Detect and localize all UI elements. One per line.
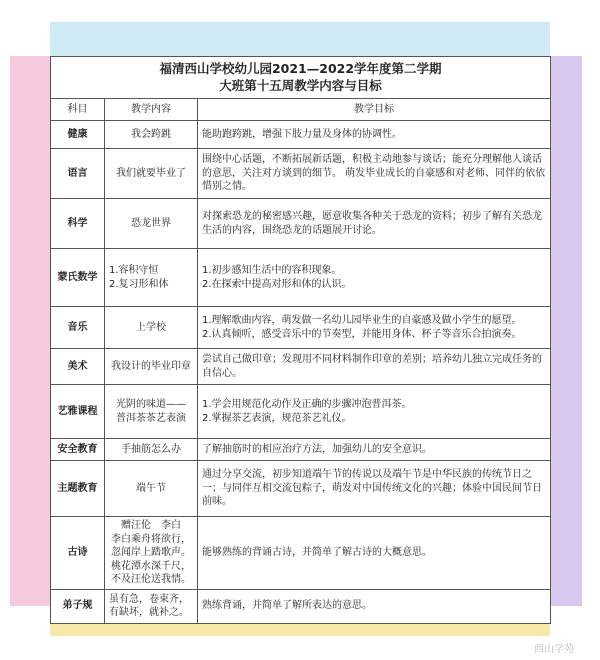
header-subject: 科目: [51, 99, 105, 121]
row-subject: 科学: [51, 199, 105, 249]
row-content: 恐龙世界: [105, 199, 198, 249]
row-goal: 熟练背诵，并简单了解所表达的意思。: [198, 589, 551, 623]
decorative-band-left: [10, 56, 50, 606]
row-goal: 能助跑跨跳，增强下肢力量及身体的协调性。: [198, 121, 551, 149]
table-row: [51, 439, 551, 461]
row-goal: 1.理解歌曲内容，萌发做一名幼儿园毕业生的自豪感及做小学生的愿望。 2.认真倾听，感受音乐中的节奏型，并能用身体、杯子等音乐合拍演奏。: [198, 307, 551, 349]
row-content: 手抽筋怎么办: [105, 439, 198, 461]
row-content: 1.容积守恒 2.复习形和体: [105, 249, 198, 307]
row-goal: 1.初步感知生活中的容积现象。 2.在探索中提高对形和体的认识。: [198, 249, 551, 307]
row-subject: 古诗: [51, 517, 105, 590]
row-subject: 美术: [51, 349, 105, 385]
row-goal: 围绕中心话题，不断拓展新话题，积极主动地参与谈话；能充分理解他人谈话的意思，关注对方谈到的细节。 萌发毕业成长的自豪感和对老师、同伴的依依惜别之情。: [198, 149, 551, 199]
row-goal: 了解抽筋时的相应治疗方法，加强幼儿的安全意识。: [198, 439, 551, 461]
row-content: 我们就要毕业了: [105, 149, 198, 199]
row-goal: 尝试自己做印章；发现用不同材料制作印章的差别；培养幼儿独立完成任务的自信心。: [198, 349, 551, 385]
row-subject: 蒙氏数学: [51, 249, 105, 307]
row-subject: 弟子规: [51, 589, 105, 623]
table-row: [51, 249, 551, 307]
row-content: 我会跨跳: [105, 121, 198, 149]
row-content: 虽有急，卷束齐，有缺坏，就补之。: [105, 589, 198, 623]
row-subject: 音乐: [51, 307, 105, 349]
title-line-1: 福清西山学校幼儿园2021—2022学年度第二学期: [159, 60, 442, 76]
decorative-band-right: [550, 56, 582, 606]
poem-title: 赠汪伦 李白: [121, 520, 181, 531]
table-row: [51, 385, 551, 439]
header-row: [51, 99, 551, 121]
table-row: [51, 149, 551, 199]
table-row: [51, 307, 551, 349]
poem-content: [105, 517, 198, 590]
row-goal: 通过分享交流，初步知道端午节的传说以及端午节是中华民族的传统节日之一；与同伴互相交流包粽子，萌发对中国传统文化的兴趣；体验中国民间节日前味。: [198, 461, 551, 517]
row-goal: 对探索恐龙的秘密感兴趣，愿意收集各种关于恐龙的资料；初步了解有关恐龙生活的内容，围绕恐龙的话题展开讨论。: [198, 199, 551, 249]
curriculum-table: [50, 56, 551, 624]
table-row: [51, 589, 551, 623]
table-row: [51, 461, 551, 517]
poem-line: 不及汪伦送我情。: [111, 574, 191, 585]
row-subject: 健康: [51, 121, 105, 149]
row-content: 上学校: [105, 307, 198, 349]
row-content: 光阴的味道—— 普洱茶茶艺表演: [105, 385, 198, 439]
row-content: 我设计的毕业印章: [105, 349, 198, 385]
table-row: [51, 349, 551, 385]
table-row: [51, 121, 551, 149]
row-goal: 1.学会用规范化动作及正确的步骤冲泡普洱茶。 2.掌握茶艺表演，规范茶艺礼仪。: [198, 385, 551, 439]
title-line-2: 大班第十五周教学内容与目标: [219, 77, 382, 93]
row-subject: 主题教育: [51, 461, 105, 517]
table-row: [51, 199, 551, 249]
table-row: [51, 517, 551, 590]
row-subject: 安全教育: [51, 439, 105, 461]
poem-line: 桃花潭水深千尺，: [111, 560, 191, 572]
header-content: 教学内容: [105, 99, 198, 121]
row-subject: 语言: [51, 149, 105, 199]
row-goal: 能够熟练的背诵古诗，并简单了解古诗的大概意思。: [198, 517, 551, 590]
row-content: 端午节: [105, 461, 198, 517]
poem-line: 忽闻岸上踏歌声。: [111, 547, 191, 558]
row-subject: 艺雅课程: [51, 385, 105, 439]
document-title: [51, 57, 551, 99]
watermark-logo: 西山学苑: [534, 644, 574, 655]
decorative-band-top: [50, 22, 550, 56]
poem-line: 李白乘舟将欲行，: [111, 533, 191, 545]
header-goal: 教学目标: [198, 99, 551, 121]
